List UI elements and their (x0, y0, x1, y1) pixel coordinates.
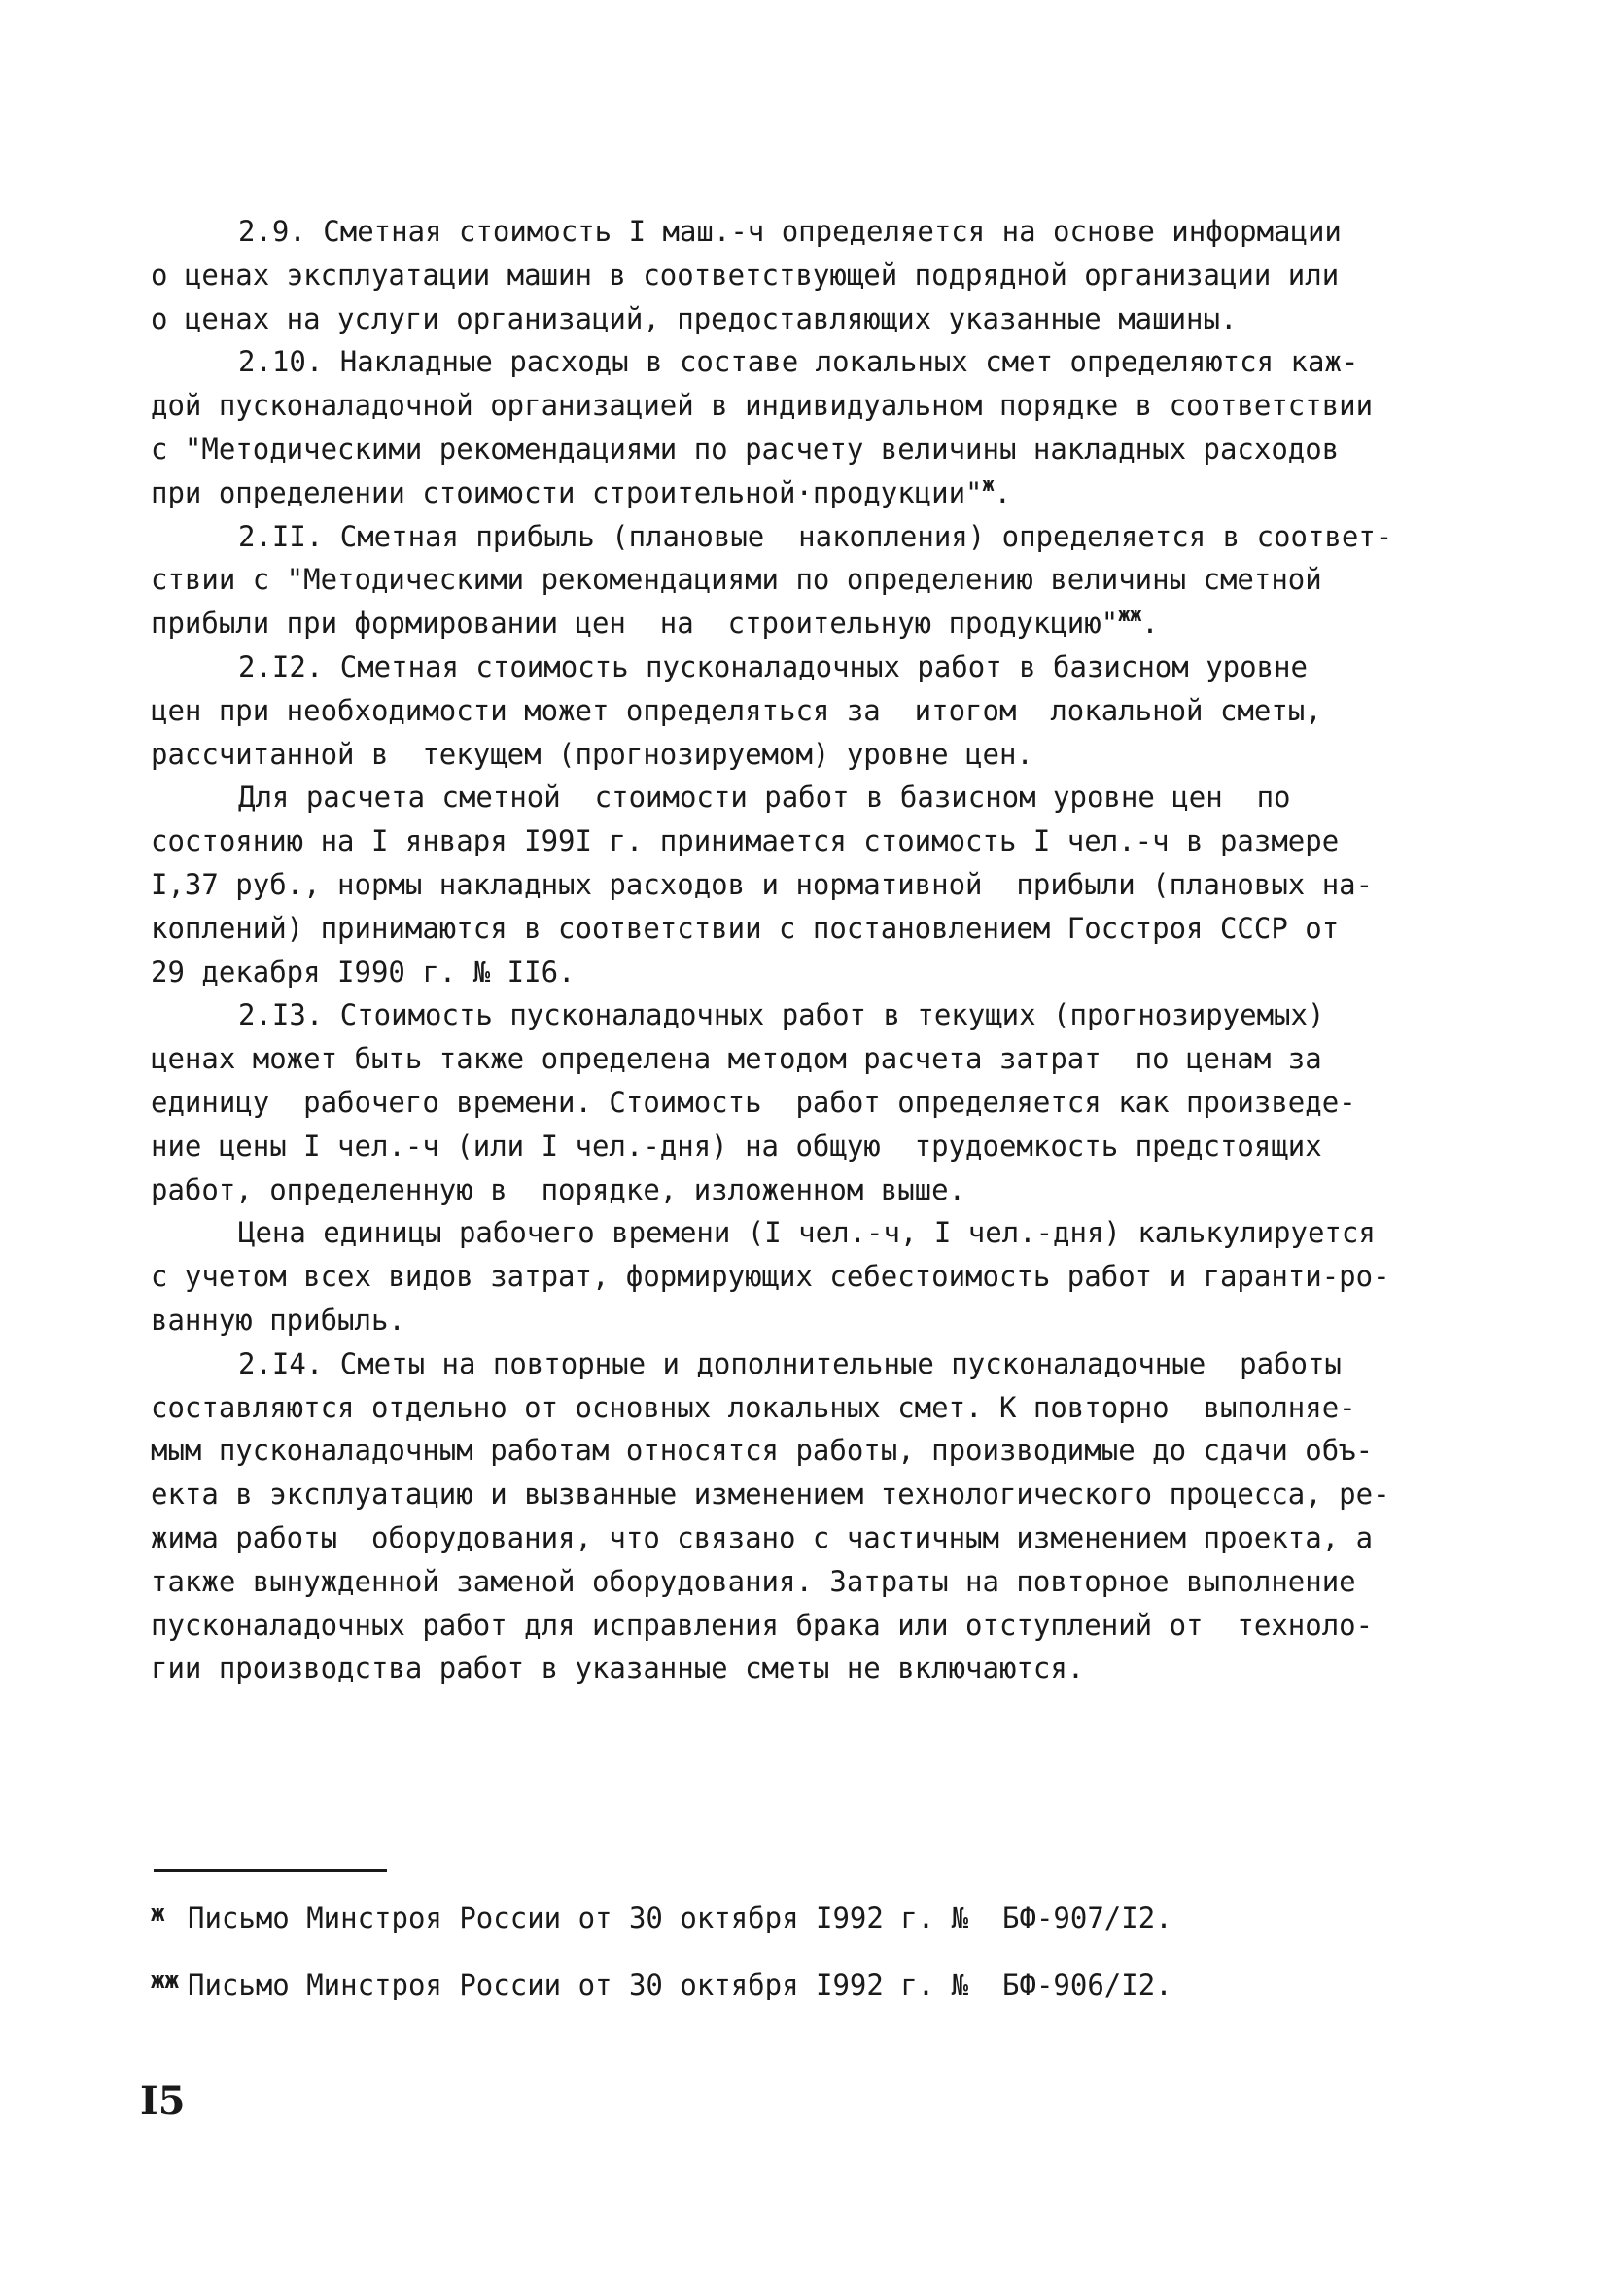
text-line: единицу рабочего времени. Стоимость работ определяется как произведе- (151, 1085, 1356, 1119)
text-line: состоянию на I января I99I г. принимается стоимость I чел.-ч в размере (151, 824, 1340, 858)
text-line: коплений) принимаются в соответствии с постановлением Госстроя СССР от (151, 911, 1340, 945)
text-line: 2.I4. Сметы на повторные и дополнительные пусконаладочные работы (238, 1346, 1342, 1380)
text-line: екта в эксплуатацию и вызванные изменением технологического процесса, ре- (151, 1478, 1390, 1512)
text-line: ценах может быть также определена методом расчета затрат по ценам за (151, 1042, 1322, 1076)
footnote-reference: ж (982, 471, 995, 496)
text-line: работ, определенную в порядке, изложенном выше. (151, 1172, 966, 1206)
text-line: мым пусконаладочным работам относятся работы, производимые до сдачи объ- (151, 1434, 1374, 1468)
text-line: с "Методическими рекомендациями по расчету величины накладных расходов (151, 432, 1340, 466)
footnote-1 (151, 1882, 1317, 1949)
paragraph-2-9 (151, 210, 1453, 340)
text-line: Для расчета сметной стоимости работ в базисном уровне цен по (238, 781, 1291, 815)
text-line: составляются отдельно от основных локальных смет. К повторно выполняе- (151, 1390, 1356, 1424)
footnote-divider (154, 1869, 387, 1872)
paragraph-base-prices (151, 776, 1453, 993)
text-line: гии производства работ в указанные сметы не включаются. (151, 1652, 1085, 1686)
footnote-text: Письмо Минстроя России от 30 октября I992 г. № БФ-907/I2. (188, 1901, 1172, 1934)
body-text (151, 210, 1453, 1690)
text-line-content: прибыли при формировании цен на строительную продукцию" (151, 607, 1119, 641)
paragraph-work-time-price (151, 1211, 1453, 1341)
text-line: ствии с "Методическими рекомендациями по определению величины сметной (151, 563, 1322, 597)
text-line: I,37 руб., нормы накладных расходов и нормативной прибыли (плановых на- (151, 867, 1374, 901)
text-line: дой пусконаладочной организацией в индивидуальном порядке в соответствии (151, 389, 1374, 423)
text-line: 2.10. Накладные расходы в составе локальных смет определяются каж- (238, 345, 1359, 379)
text-line: ванную прибыль. (151, 1303, 405, 1337)
paragraph-2-11 (151, 515, 1453, 645)
paragraph-2-10 (151, 340, 1453, 514)
text-line: 2.9. Сметная стоимость I маш.-ч определяется на основе информации (238, 215, 1342, 248)
text-line: о ценах на услуги организаций, предоставляющих указанные машины. (151, 301, 1238, 335)
text-line: ние цены I чел.-ч (или I чел.-дня) на общую трудоемкость предстоящих (151, 1129, 1322, 1163)
text-line: 2.I2. Сметная стоимость пусконаладочных работ в базисном уровне (238, 649, 1308, 683)
text-line: 2.I3. Стоимость пусконаладочных работ в текущих (прогнозируемых) (238, 998, 1325, 1032)
text-line-content: при определении стоимости строительной·продукции" (151, 475, 983, 509)
text-line: с учетом всех видов затрат, формирующих себестоимость работ и гаранти-ро- (151, 1260, 1390, 1294)
paragraph-2-13 (151, 993, 1453, 1211)
footnote-text: Письмо Минстроя России от 30 октября I992 г. № БФ-906/I2. (188, 1968, 1172, 2001)
text-line: 29 декабря I990 г. № II6. (151, 955, 576, 989)
footnotes (151, 1882, 1317, 2016)
footnote-mark: ж (151, 1899, 165, 1927)
footnote-2 (151, 1949, 1317, 2016)
text-line: жима работы оборудования, что связано с частичным изменением проекта, а (151, 1520, 1374, 1554)
footnote-reference: жж (1118, 603, 1142, 627)
text-line: пусконаладочных работ для исправления брака или отступлений от техноло- (151, 1608, 1374, 1642)
text-line: цен при необходимости может определяться за итогом локальной сметы, (151, 693, 1322, 727)
text-line: при определении стоимости строительной·продукции"$^ж$. (151, 471, 1012, 509)
text-line: рассчитанной в текущем (прогнозируемом) уровне цен. (151, 737, 1033, 771)
paragraph-2-12 (151, 645, 1453, 776)
text-line: также вынужденной заменой оборудования. Затраты на повторное выполнение (151, 1564, 1356, 1598)
paragraph-2-14 (151, 1342, 1453, 1690)
text-line: о ценах эксплуатации машин в соответствующей подрядной организации или (151, 258, 1340, 292)
text-line: Цена единицы рабочего времени (I чел.-ч, I чел.-дня) калькулируется (238, 1216, 1376, 1250)
text-line: 2.II. Сметная прибыль (плановые накопления) определяется в соответ- (238, 519, 1393, 553)
page-number: I5 (140, 2078, 186, 2124)
footnote-mark: жж (151, 1966, 179, 1994)
text-line: прибыли при формировании цен на строительную продукцию"$^{жж}$. (151, 603, 1159, 641)
